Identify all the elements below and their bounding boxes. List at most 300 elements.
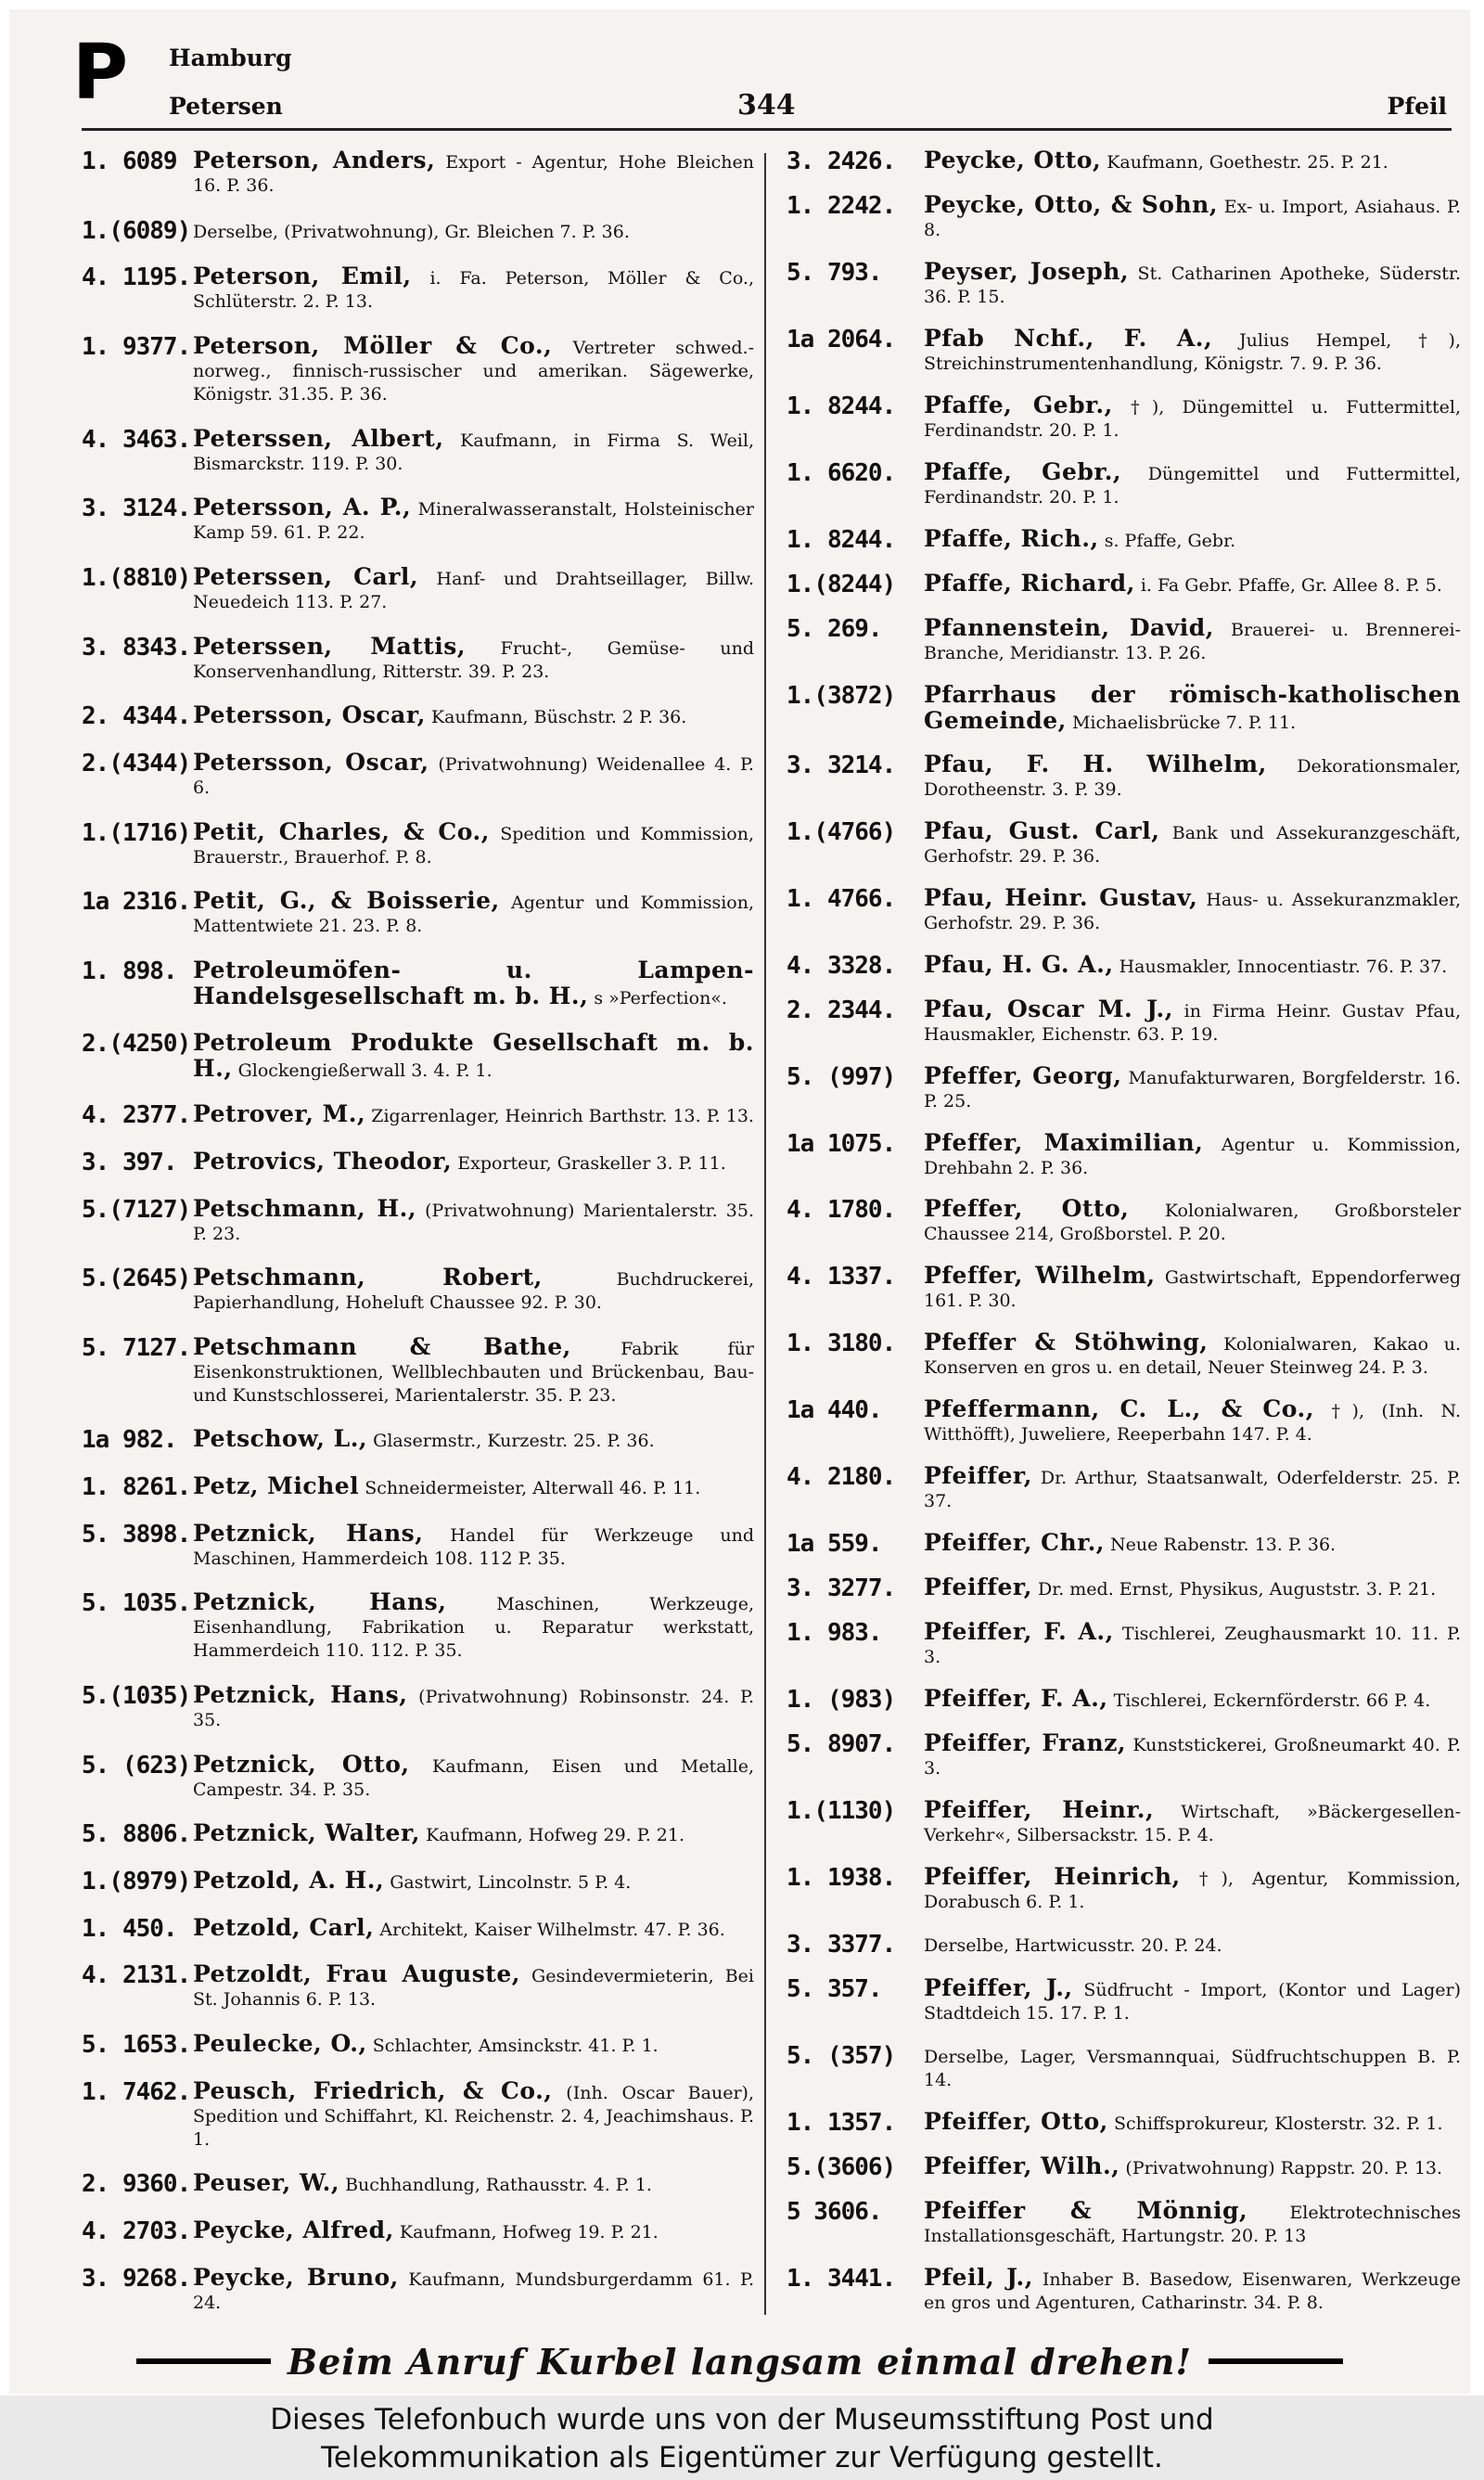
entry-details: Bank und Assekuranzgeschäft, Gerhofstr. 29. P. 36. <box>924 822 1461 867</box>
directory-entry <box>787 1976 1461 2025</box>
entry-name: Pfeffer, Otto, <box>924 1195 1130 1223</box>
directory-entry <box>82 2218 754 2245</box>
entry-text <box>193 2076 754 2152</box>
phone-number: 1. 983. <box>787 1619 882 1648</box>
entry-text <box>924 1620 1461 1669</box>
entry-text <box>924 613 1461 665</box>
directory-entry <box>82 424 755 476</box>
entry-text <box>924 148 1461 174</box>
entry-details: i. Fa. Peterson, Möller & Co., Schlüterstr. 2. P. 13. <box>193 268 754 313</box>
directory-entry <box>787 680 1461 735</box>
entry-details: Gastwirtschaft, Eppendorferweg 161. P. 30. <box>924 1267 1462 1312</box>
section-letter: P <box>72 29 129 117</box>
directory-entry <box>787 1798 1461 1847</box>
directory-entry <box>787 1464 1461 1513</box>
entry-name: Peusch, Friedrich, & Co., <box>193 2076 553 2104</box>
entry-details: Kaufmann, Eisen und Metalle, Campestr. 34. P. 35. <box>193 1755 754 1800</box>
directory-entry <box>787 324 1461 376</box>
entry-text <box>924 1197 1461 1246</box>
entry-details: Schneidermeister, Alterwall 46. P. 11. <box>365 1478 701 1499</box>
phone-number: 4. 1195. <box>82 263 191 292</box>
directory-page <box>9 9 1470 2394</box>
directory-entry <box>82 1683 754 1732</box>
entry-details: Export - Agentur, Hohe Bleichen 16. P. 36. <box>193 152 755 196</box>
entry-details: Südfrucht - Import, (Kontor und Lager) Stadtdeich 15. 17. P. 1. <box>924 1980 1461 2024</box>
entry-text <box>924 1264 1461 1313</box>
phone-number: 1.(8244) <box>787 570 896 598</box>
entry-details: Derselbe, (Privatwohnung), Gr. Bleichen 7. P. 36. <box>193 221 630 242</box>
phone-number: 1a 2064. <box>787 325 896 353</box>
directory-entry <box>787 1397 1461 1446</box>
credit-strip <box>0 2396 1484 2480</box>
entry-text <box>193 1427 754 1453</box>
entry-details: Buchhandlung, Rathausstr. 4. P. 1. <box>345 2175 652 2196</box>
directory-entry <box>82 703 754 730</box>
first-surname-label: Petersen <box>169 93 283 120</box>
entry-name: Petersson, A. P., <box>193 494 412 521</box>
entry-details: Manufakturwaren, Borgfelderstr. 16. P. 25. <box>924 1067 1462 1112</box>
phone-number: 1. 8244. <box>787 525 896 554</box>
phone-number: 5. 8806. <box>82 1820 191 1849</box>
directory-entry <box>787 1264 1461 1313</box>
phone-number: 1. (983) <box>787 1686 896 1715</box>
entry-details: Kaufmann, Hofweg 29. P. 21. <box>426 1825 684 1846</box>
directory-entry <box>787 1932 1461 1959</box>
entry-details: Glockengießerwall 3. 4. P. 1. <box>237 1060 493 1081</box>
entry-details: Handel für Werkzeuge und Maschinen, Hammerdeich 108. 112 P. 35. <box>193 1524 754 1569</box>
credit-line-2: Telekommunikation als Eigentümer zur Verfügung gestellt. <box>321 2441 1163 2474</box>
credit-line-1: Dieses Telefonbuch wurde uns von der Museumsstiftung Post und <box>270 2403 1214 2436</box>
phone-number: 3. 8343. <box>82 633 191 662</box>
phone-number: 5. 8907. <box>787 1730 896 1759</box>
phone-number: 1.(1130) <box>787 1797 896 1826</box>
entry-text <box>924 190 1461 242</box>
entry-details: s. Pfaffe, Gebr. <box>1104 530 1236 551</box>
entry-details: Dr. Arthur, Staatsanwalt, Oderfelderstr. 25. P. 37. <box>924 1468 1462 1512</box>
phone-number: 5. 7127. <box>82 1333 191 1362</box>
entry-name: Pfeffermann, C. L., & Co., <box>924 1395 1314 1423</box>
entry-name: Pfaffe, Richard, <box>924 569 1135 597</box>
entry-text <box>924 2196 1461 2248</box>
entry-name: Petschmann, H., <box>193 1194 417 1222</box>
directory-entry <box>82 1147 754 1176</box>
entry-details: i. Fa Gebr. Pfaffe, Gr. Allee 8. P. 5. <box>1140 574 1442 596</box>
phone-number: 5. (997) <box>787 1062 896 1091</box>
directory-entry <box>787 997 1461 1047</box>
directory-entry <box>82 1913 754 1943</box>
entry-text <box>193 1028 754 1083</box>
directory-entry <box>787 1128 1461 1180</box>
entry-details: Zigarrenlager, Heinrich Barthstr. 13. P. 13. <box>371 1106 754 1127</box>
entry-details: Dekorationsmaler, Dorotheenstr. 3. P. 39. <box>924 755 1461 800</box>
city-label: Hamburg <box>169 45 292 71</box>
entry-text <box>193 2171 754 2197</box>
entry-name: Petz, Michel <box>193 1472 360 1500</box>
entry-details: Fabrik für Eisenkonstruktionen, Wellblechbauten und Brückenbau, Bau- und Kunstschlosserei, Marientalerstr. 35. P. 23. <box>193 1338 755 1406</box>
footer-slogan <box>9 2338 1470 2384</box>
entry-text <box>924 997 1461 1047</box>
entry-text <box>924 569 1461 598</box>
entry-text <box>193 1750 754 1802</box>
phone-number: 1a 559. <box>787 1530 882 1559</box>
entry-name: Petzold, Carl, <box>193 1913 375 1941</box>
entry-name: Pfau, F. H. Wilhelm, <box>924 750 1267 777</box>
entry-details: (Privatwohnung) Marientalerstr. 35. P. 23. <box>193 1200 755 1244</box>
entry-details: Düngemittel und Futtermittel, Ferdinandstr. 20. P. 1. <box>924 463 1462 508</box>
header-rule <box>82 128 1452 131</box>
entry-details: Maschinen, Werkzeuge, Eisenhandlung, Fabrikation u. Reparatur werkstatt, Hammerdeich 110. 112. P. 35. <box>193 1594 754 1662</box>
slogan-text: Beim Anruf Kurbel langsam einmal drehen! <box>287 2340 1193 2383</box>
entry-details: Schlachter, Amsinckstr. 41. P. 1. <box>372 2036 659 2057</box>
directory-entry <box>82 1869 754 1895</box>
directory-entry <box>82 632 754 684</box>
entry-name: Pfeiffer, Chr., <box>924 1529 1105 1557</box>
entry-name: Petersson, Oscar, <box>193 748 429 776</box>
entry-text <box>924 1731 1461 1780</box>
phone-number: 1. 6089 <box>82 148 177 175</box>
entry-details: Derselbe, Hartwicusstr. 20. P. 24. <box>924 1935 1222 1957</box>
entry-details: (Inh. Oscar Bauer), Spedition und Schiffahrt, Kl. Reichenstr. 2. 4, Jeachimshaus. P. 1. <box>193 2082 754 2150</box>
entry-text <box>193 1821 754 1847</box>
phone-number: 5.(2645) <box>82 1265 191 1293</box>
entry-name: Pfeil, J., <box>924 2263 1033 2291</box>
page-header <box>9 9 1470 121</box>
entry-details: Kaufmann, Hofweg 19. P. 21. <box>399 2222 659 2242</box>
entry-text <box>924 2263 1462 2315</box>
entry-name: Pfau, Gust. Carl, <box>924 816 1160 844</box>
entry-text <box>193 1474 754 1500</box>
entry-text <box>924 1330 1461 1380</box>
phone-number: 1. 7462. <box>82 2077 191 2106</box>
directory-entry <box>82 1821 754 1848</box>
entry-text <box>193 264 754 314</box>
phone-number: 2. 2344. <box>787 996 896 1024</box>
entry-name: Pfeiffer, F. A., <box>924 1685 1108 1713</box>
entry-name: Peterson, Emil, <box>193 263 412 290</box>
entry-details: Brauerei- u. Brennerei-Branche, Meridianstr. 13. P. 26. <box>924 619 1461 663</box>
entry-details: Elektrotechnisches Installationsgeschäft, Hartungstr. 20. P. 13 <box>924 2202 1461 2246</box>
left-column <box>82 148 754 2315</box>
directory-entry <box>787 257 1461 309</box>
phone-number: 3. 2426. <box>787 148 896 175</box>
directory-entry <box>787 2263 1462 2315</box>
entry-text <box>924 257 1461 309</box>
phone-number: 4. 3463. <box>82 425 191 454</box>
phone-number: 1a 2316. <box>82 888 191 917</box>
directory-entry <box>82 148 754 198</box>
entry-details: Neue Rabenstr. 13. P. 36. <box>1110 1535 1337 1556</box>
phone-number: 1. 6620. <box>787 458 896 487</box>
phone-number: 1. 1357. <box>787 2109 896 2137</box>
phone-number: 3. 9268. <box>82 2264 191 2293</box>
entry-text <box>193 495 754 545</box>
entry-text <box>924 816 1461 868</box>
directory-entry <box>82 2032 754 2059</box>
entry-text <box>193 1869 754 1895</box>
entry-text <box>193 1194 755 1246</box>
entry-text <box>924 1128 1461 1180</box>
directory-entry <box>787 613 1461 665</box>
entry-details: †), Agentur, Kommission, Dorabusch 6. P. 1. <box>924 1869 1461 1913</box>
entry-name: Petznick, Hans, <box>193 1519 424 1547</box>
directory-entry <box>82 748 754 800</box>
entry-name: Pfannenstein, David, <box>924 613 1214 641</box>
entry-name: Pfau, H. G. A., <box>924 950 1114 978</box>
last-surname-label: Pfeil <box>1387 93 1447 120</box>
entry-name: Petznick, Hans, <box>193 1681 408 1709</box>
phone-number: 1.(8810) <box>82 563 191 592</box>
directory-entry <box>82 1102 754 1129</box>
directory-entry <box>82 1750 754 1802</box>
entry-details: Vertreter schwed.-norweg., finnisch-russischer und amerikan. Sägewerke, Königstr. 31.35. P. 36. <box>193 337 754 405</box>
directory-entry <box>82 2076 754 2152</box>
phone-number: 5. 3898. <box>82 1520 191 1548</box>
directory-entry <box>787 2196 1461 2248</box>
directory-entry <box>82 1590 754 1663</box>
phone-number: 1.(4766) <box>787 817 896 846</box>
entry-text <box>924 1531 1461 1557</box>
column-divider <box>764 153 766 2315</box>
phone-number: 1a 440. <box>787 1396 882 1425</box>
entry-name: Pfeiffer, F. A., <box>924 1618 1114 1646</box>
phone-number: 5.(7127) <box>82 1195 191 1224</box>
entry-name: Petit, G., & Boisserie, <box>193 887 500 915</box>
entry-text <box>924 752 1461 802</box>
entry-name: Pfeffer & Stöhwing, <box>924 1329 1209 1356</box>
directory-entry <box>787 1865 1461 1914</box>
directory-entry <box>82 958 754 1010</box>
phone-number: 5. 357. <box>787 1975 882 2004</box>
entry-name: Petzold, A. H., <box>193 1867 385 1895</box>
entry-text <box>924 1976 1461 2025</box>
entry-name: Petznick, Otto, <box>193 1750 410 1778</box>
directory-entry <box>82 1332 755 1407</box>
entry-name: Pfau, Heinr. Gustav, <box>924 883 1198 911</box>
entry-name: Pfeiffer & Mönnig, <box>924 2196 1248 2224</box>
phone-number: 5. 1035. <box>82 1589 191 1618</box>
entry-details: Glasermstr., Kurzestr. 25. P. 36. <box>373 1431 655 1452</box>
phone-number: 2.(4250) <box>82 1029 191 1058</box>
phone-number: 1.(3872) <box>787 681 896 710</box>
directory-entry <box>82 1028 754 1083</box>
directory-entry <box>787 148 1461 175</box>
entry-text <box>193 817 754 869</box>
entry-name: Peyser, Joseph, <box>924 257 1130 285</box>
phone-number: 1. 4766. <box>787 884 896 913</box>
entry-text <box>193 218 754 244</box>
entry-text <box>193 632 754 684</box>
entry-name: Peycke, Otto, & Sohn, <box>924 190 1219 218</box>
entry-name: Petschow, L., <box>193 1425 368 1453</box>
entry-details: Hausmakler, Innocentiastr. 76. P. 37. <box>1119 956 1448 977</box>
phone-number: 1. 3180. <box>787 1330 896 1358</box>
phone-number: 1. 8244. <box>787 392 896 420</box>
entry-text <box>193 1962 754 2011</box>
entry-details: Hanf- und Drahtseillager, Billw. Neuedeich 113. P. 27. <box>193 568 755 612</box>
entry-details: †), (Inh. N. Witthöfft), Juweliere, Reeperbahn 147. P. 4. <box>924 1401 1462 1446</box>
entry-name: Peterson, Anders, <box>193 147 436 173</box>
entry-text <box>924 1575 1461 1601</box>
phone-number: 5. 793. <box>787 258 882 287</box>
entry-details: Haus- u. Assekuranzmakler, Gerhofstr. 29. P. 36. <box>924 889 1461 933</box>
entry-name: Peulecke, O., <box>193 2030 367 2058</box>
entry-name: Petznick, Walter, <box>193 1819 421 1847</box>
entry-details: Kaufmann, Goethestr. 25. P. 21. <box>1107 152 1388 173</box>
entry-text <box>193 1102 754 1128</box>
entry-text <box>924 1932 1461 1958</box>
entry-text <box>193 1266 754 1315</box>
phone-number: 1. 9377. <box>82 332 191 361</box>
entry-name: Pfeiffer, <box>924 1574 1032 1601</box>
directory-entry <box>787 1575 1461 1602</box>
directory-entry <box>787 524 1461 554</box>
entry-name: Peycke, Otto, <box>924 147 1102 173</box>
entry-details: Kolonialwaren, Kakao u. Konserven en gros u. en detail, Neuer Steinweg 24. P. 3. <box>924 1334 1461 1379</box>
entry-text <box>924 1397 1461 1446</box>
phone-number: 4. 2180. <box>787 1463 896 1492</box>
entry-text <box>193 1147 754 1176</box>
directory-entry <box>82 1427 754 1454</box>
directory-entry <box>82 495 754 545</box>
entry-name: Peycke, Alfred, <box>193 2217 394 2243</box>
entry-text <box>924 883 1461 935</box>
entry-name: Pfaffe, Rich., <box>924 524 1099 552</box>
entry-details: Kolonialwaren, Großborsteler Chaussee 214, Großborstel. P. 20. <box>924 1201 1461 1245</box>
phone-number: 1.(1716) <box>82 818 191 847</box>
entry-details: Michaelisbrücke 7. P. 11. <box>1071 712 1297 733</box>
entry-details: Inhaber B. Basedow, Eisenwaren, Werkzeuge en gros und Agenturen, Catharinstr. 34. P. 8. <box>924 2268 1462 2313</box>
phone-number: 3. 3277. <box>787 1574 896 1603</box>
entry-text <box>193 2032 754 2058</box>
phone-number: 5. 269. <box>787 614 882 643</box>
entry-details: Agentur und Kommission, Mattentwiete 21. 23. P. 8. <box>193 893 755 937</box>
entry-details: Gesindevermieterin, Bei St. Johannis 6. P. 13. <box>193 1966 754 2011</box>
entry-details: Gastwirt, Lincolnstr. 5 P. 4. <box>390 1872 632 1894</box>
entry-details: Frucht-, Gemüse- und Konservenhandlung, Ritterstr. 39. P. 23. <box>193 637 754 682</box>
entry-name: Petroleumöfen- u. Lampen-Handelsgesellschaft m. b. H., <box>193 956 754 1009</box>
phone-number: 2. 4344. <box>82 702 191 731</box>
entry-details: Kaufmann, Büschstr. 2 P. 36. <box>430 707 687 728</box>
entry-details: Tischlerei, Eckernförderstr. 66 P. 4. <box>1113 1690 1431 1712</box>
page-number: 344 <box>737 89 796 122</box>
entry-text <box>193 1519 754 1571</box>
entry-details: Derselbe, Lager, Versmannquai, Südfruchtschuppen B. P. 14. <box>924 2047 1461 2091</box>
entry-name: Pfeiffer, Wilh., <box>924 2152 1120 2179</box>
phone-number: 2. 9360. <box>82 2170 191 2199</box>
entry-name: Pfeffer, Maximilian, <box>924 1128 1204 1156</box>
directory-entry <box>787 752 1461 802</box>
entry-name: Pfeiffer, Franz, <box>924 1729 1127 1757</box>
phone-number: 4. 3328. <box>787 951 896 980</box>
entry-name: Petschmann, Robert, <box>193 1264 543 1291</box>
phone-number: 1a 982. <box>82 1426 177 1455</box>
entry-details: (Privatwohnung) Rappstr. 20. P. 13. <box>1125 2157 1443 2178</box>
entry-details: Wirtschaft, »Bäckergesellen-Verkehr«, Silbersackstr. 15. P. 4. <box>924 1802 1461 1846</box>
phone-number: 5. (623) <box>82 1751 191 1780</box>
phone-number: 1. 2242. <box>787 191 896 220</box>
entry-name: Petroleum Produkte Gesellschaft m. b. H., <box>193 1028 754 1082</box>
entry-text <box>193 889 754 938</box>
entry-name: Petzoldt, Frau Auguste, <box>193 1960 520 1988</box>
entry-text <box>193 1590 754 1663</box>
phone-number: 4. 1337. <box>787 1263 896 1291</box>
entry-details: St. Catharinen Apotheke, Süderstr. 36. P. 15. <box>924 263 1461 307</box>
entry-details: Buchdruckerei, Papierhandlung, Hoheluft Chaussee 92. P. 30. <box>193 1269 754 1314</box>
directory-entry <box>787 1330 1461 1380</box>
entry-text <box>924 2043 1461 2092</box>
entry-name: Pfeiffer, Otto, <box>924 2108 1108 2135</box>
entry-text <box>193 958 754 1010</box>
entry-details: †), Düngemittel u. Futtermittel, Ferdinandstr. 20. P. 1. <box>924 396 1462 441</box>
entry-text <box>193 148 754 198</box>
phone-number: 5. 1653. <box>82 2031 191 2060</box>
entry-name: Peterssen, Mattis, <box>193 632 467 660</box>
phone-number: 3. 3214. <box>787 751 896 779</box>
entry-name: Petit, Charles, & Co., <box>193 817 490 845</box>
entry-name: Petrovics, Theodor, <box>193 1147 453 1175</box>
entry-name: Pfaffe, Gebr., <box>924 457 1122 485</box>
phone-number: 1a 1075. <box>787 1129 896 1158</box>
entry-name: Pfeiffer, <box>924 1462 1032 1490</box>
entry-details: Agentur u. Kommission, Drehbahn 2. P. 36. <box>924 1134 1461 1178</box>
directory-entry <box>82 218 754 245</box>
phone-number: 4. 2377. <box>82 1101 191 1130</box>
directory-entry <box>82 889 754 938</box>
entry-name: Pfeffer, Georg, <box>924 1061 1122 1089</box>
entry-name: Pfeiffer, J., <box>924 1974 1073 2002</box>
directory-entry <box>787 1620 1461 1669</box>
phone-number: 5. (357) <box>787 2042 896 2071</box>
phone-number: 4. 2703. <box>82 2217 191 2245</box>
phone-number: 5.(3606) <box>787 2152 896 2181</box>
entry-name: Peycke, Bruno, <box>193 2263 399 2291</box>
entry-details: Exporteur, Graskeller 3. P. 11. <box>457 1152 726 1174</box>
phone-number: 1. 450. <box>82 1914 177 1943</box>
entry-name: Pfarrhaus der römisch-katholischen Gemeinde, <box>924 680 1461 734</box>
phone-number: 5 3606. <box>787 2197 882 2226</box>
phone-number: 1. 8261. <box>82 1473 191 1502</box>
entry-details: Dr. med. Ernst, Physikus, Auguststr. 3. P. 21. <box>1037 1579 1437 1600</box>
entry-details: Architekt, Kaiser Wilhelmstr. 47. P. 36. <box>379 1919 725 1940</box>
directory-entry <box>82 1474 754 1501</box>
phone-number: 1.(8979) <box>82 1868 191 1896</box>
directory-entry <box>787 1061 1462 1113</box>
entry-text <box>193 1683 754 1732</box>
directory-entry <box>82 562 755 614</box>
entry-text <box>193 331 754 406</box>
entry-details: s »Perfection«. <box>594 987 727 1009</box>
entry-name: Peterssen, Carl, <box>193 562 419 590</box>
directory-entry <box>82 1519 754 1571</box>
entry-details: Kaufmann, in Firma S. Weil, Bismarckstr. 119. P. 30. <box>193 430 755 474</box>
entry-details: (Privatwohnung) Robinsonstr. 24. P. 35. <box>193 1687 754 1731</box>
phone-number: 1.(6089) <box>82 216 191 245</box>
directory-entry <box>82 1962 754 2011</box>
directory-entry <box>787 393 1461 443</box>
phone-number: 3. 3377. <box>787 1931 896 1960</box>
entry-details: Mineralwasseranstalt, Holsteinischer Kamp 59. 61. P. 22. <box>193 499 754 544</box>
entry-name: Petrover, M., <box>193 1100 366 1128</box>
right-column <box>787 148 1461 2315</box>
entry-details: Ex- u. Import, Asiahaus. P. 8. <box>924 196 1461 240</box>
phone-number: 3. 397. <box>82 1148 177 1176</box>
entry-name: Pfaffe, Gebr., <box>924 391 1113 418</box>
directory-entry <box>787 1197 1461 1246</box>
entry-text <box>193 424 755 476</box>
directory-entry <box>787 569 1461 598</box>
phone-number: 4. 2131. <box>82 1961 191 1990</box>
entry-details: Tischlerei, Zeughausmarkt 10. 11. P. 3. <box>924 1624 1461 1668</box>
